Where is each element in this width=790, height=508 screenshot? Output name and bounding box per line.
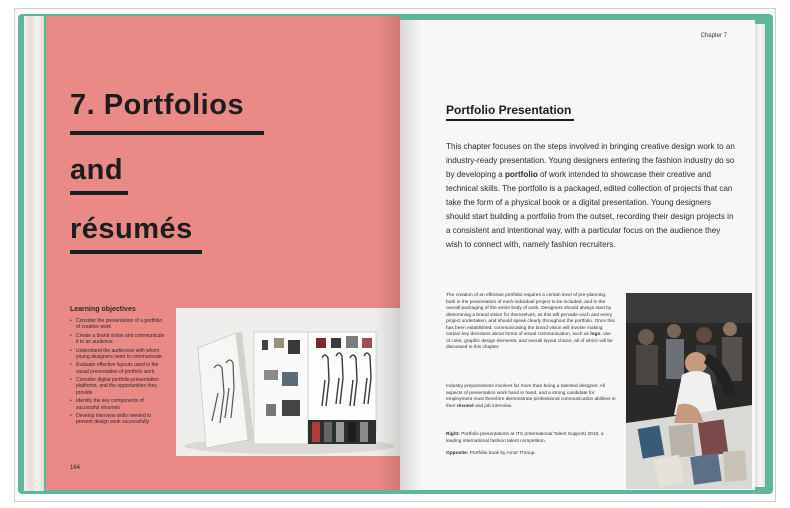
caption-label: Opposite: bbox=[446, 451, 469, 456]
page-number: 164 bbox=[70, 465, 81, 471]
chapter-title-line1: 7. Portfolios bbox=[70, 89, 245, 121]
gutter-shadow-right bbox=[400, 20, 422, 490]
body-paragraph-2 bbox=[446, 384, 616, 410]
body-text: Industry preparedness involves far more than being a talented designer. All aspects of presentation work hand in hand, and a strong candidate for employment must therefore demonstrate professional communication abilities in their bbox=[446, 384, 616, 409]
photo-caption-right bbox=[446, 432, 616, 445]
list-item: • Understand the audiences with whom young designers need to communicate bbox=[70, 348, 165, 361]
section-title: Portfolio Presentation bbox=[446, 103, 572, 117]
list-item: • Develop interview skills needed to present design work successfully bbox=[70, 413, 165, 426]
chapter-title-line2: and bbox=[70, 154, 124, 186]
photo-caption-opposite bbox=[446, 451, 616, 458]
right-page-edges bbox=[755, 24, 765, 487]
intro-text: This chapter focuses on the steps involved in bringing creative design work to an industry-ready presentation. Young designers entering the fashion industry do so by developing a bbox=[446, 142, 735, 179]
list-item: • Evaluate effective layouts used in the visual presentation of portfolio work bbox=[70, 362, 165, 375]
body-bold-term: résumé bbox=[456, 403, 474, 409]
chapter-tag: Chapter 7 bbox=[700, 33, 727, 39]
page-edges bbox=[24, 16, 44, 491]
body-text: The creation of an effective portfolio requires a certain level of pre-planning, both in the presentation of each individual project to be included, and in the overall packaging of the entire body of work. Designers should always start by determining a brand vision for themselves, as this will pervade each and every project undertaken, and should speak clearly throughout the portfolio. Once this has been established, communicating the brand vision will involve making certain key decisions about forms of visual communication, such as bbox=[446, 293, 615, 337]
intro-paragraph bbox=[446, 140, 736, 252]
caption-text: Portfolio book by Amor Throup. bbox=[468, 451, 536, 456]
caption-label: Right: bbox=[446, 432, 460, 437]
body-text: , use of color, graphic design elements, and overall layout choice, all of which will be discussed in this chapter. bbox=[446, 332, 613, 350]
title-underline-3 bbox=[70, 250, 202, 254]
event-photo bbox=[626, 293, 752, 489]
intro-bold-term: portfolio bbox=[504, 170, 538, 179]
list-item: • Identify the key components of successful résumés bbox=[70, 398, 165, 411]
gutter-shadow-left bbox=[374, 16, 400, 490]
learning-objectives-heading: Learning objectives bbox=[70, 306, 136, 313]
title-underline-2 bbox=[70, 191, 128, 195]
title-underline-1 bbox=[70, 131, 264, 135]
chapter-title-line3: résumés bbox=[70, 213, 193, 245]
portfolio-book-photo bbox=[176, 308, 402, 456]
list-item: • Consider the presentation of a portfolio of creative work bbox=[70, 318, 165, 331]
body-paragraph-1 bbox=[446, 293, 616, 352]
body-bold-term: logo bbox=[590, 332, 601, 337]
caption-text: Portfolio presentations at ITS (International Talent Support) 2018, a leading international fashion talent competition. bbox=[446, 432, 604, 444]
list-item: • Create a brand vision and communicate it to an audience bbox=[70, 333, 165, 346]
body-text: and job interview. bbox=[473, 403, 513, 409]
list-item: • Consider digital portfolio-presentation platforms, and the opportunities they provide bbox=[70, 377, 165, 396]
left-page bbox=[46, 16, 400, 490]
right-page bbox=[400, 20, 755, 490]
intro-text: of work intended to showcase their creative and technical skills. The portfolio is a packaged, edited collection of projects that can take the form of a physical book or a digital presentation. Young designers should start building a portfolio from the outset, recording their design projects in a consistent and intentional way, with a particular focus on the audience they wish to connect with, namely fashion recruiters. bbox=[446, 170, 734, 249]
section-title-underline bbox=[446, 119, 574, 121]
learning-objectives-list bbox=[70, 318, 165, 428]
